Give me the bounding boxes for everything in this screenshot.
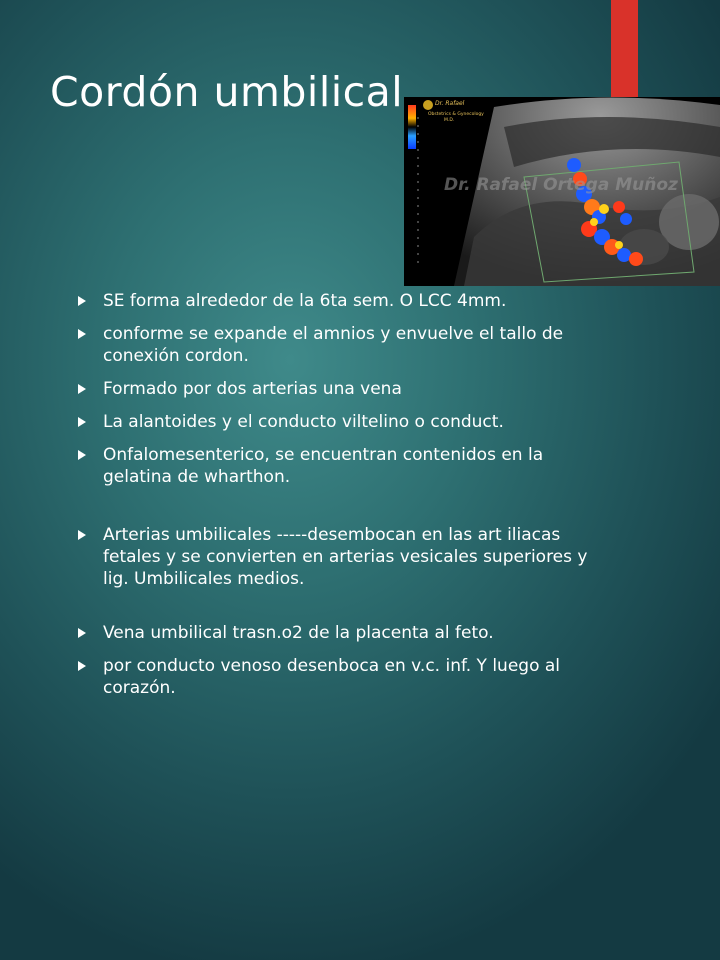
bullet-text: Vena umbilical trasn.o2 de la placenta al feto. bbox=[103, 623, 494, 643]
triangle-bullet-icon bbox=[78, 384, 86, 394]
logo-line3: M.D. bbox=[444, 118, 455, 123]
bullet-text: SE forma alrededor de la 6ta sem. O LCC 4mm. bbox=[103, 291, 507, 311]
bullet-item bbox=[78, 323, 598, 367]
bullet-item bbox=[78, 411, 598, 433]
triangle-bullet-icon bbox=[78, 628, 86, 638]
triangle-bullet-icon bbox=[78, 661, 86, 671]
triangle-bullet-icon bbox=[78, 530, 86, 540]
bullet-list bbox=[78, 290, 598, 699]
bullet-text: La alantoides y el conducto viltelino o conduct. bbox=[103, 412, 504, 432]
bullet-text: Arterias umbilicales -----desembocan en las art iliacas fetales y se convierten en arterias vesicales superiores y lig. Umbilicales medios. bbox=[103, 525, 588, 589]
triangle-bullet-icon bbox=[78, 329, 86, 339]
logo-line1: Dr. Rafael bbox=[435, 100, 465, 107]
bullet-item bbox=[78, 290, 598, 312]
red-accent-bar bbox=[611, 0, 638, 103]
bullet-item bbox=[78, 444, 598, 488]
bullet-item bbox=[78, 378, 598, 400]
triangle-bullet-icon bbox=[78, 450, 86, 460]
bullet-item bbox=[78, 524, 598, 590]
doppler-color-scale bbox=[408, 105, 416, 149]
bullet-text: conforme se expande el amnios y envuelve el tallo de conexión cordon. bbox=[103, 324, 564, 366]
triangle-bullet-icon bbox=[78, 296, 86, 306]
slide-title: Cordón umbilical bbox=[50, 68, 404, 116]
bullet-item bbox=[78, 622, 598, 644]
logo-line2: Obstetrics & Gynecology bbox=[428, 112, 484, 117]
bullet-text: por conducto venoso desenboca en v.c. inf. Y luego al corazón. bbox=[103, 656, 561, 698]
bullet-item bbox=[78, 655, 598, 699]
bullet-text: Onfalomesenterico, se encuentran contenidos en la gelatina de wharthon. bbox=[103, 445, 544, 487]
watermark-text: Dr. Rafael Ortega Muñoz bbox=[444, 175, 678, 195]
ultrasound-doppler-image bbox=[404, 97, 720, 286]
triangle-bullet-icon bbox=[78, 417, 86, 427]
bullet-text: Formado por dos arterias una vena bbox=[103, 379, 402, 399]
